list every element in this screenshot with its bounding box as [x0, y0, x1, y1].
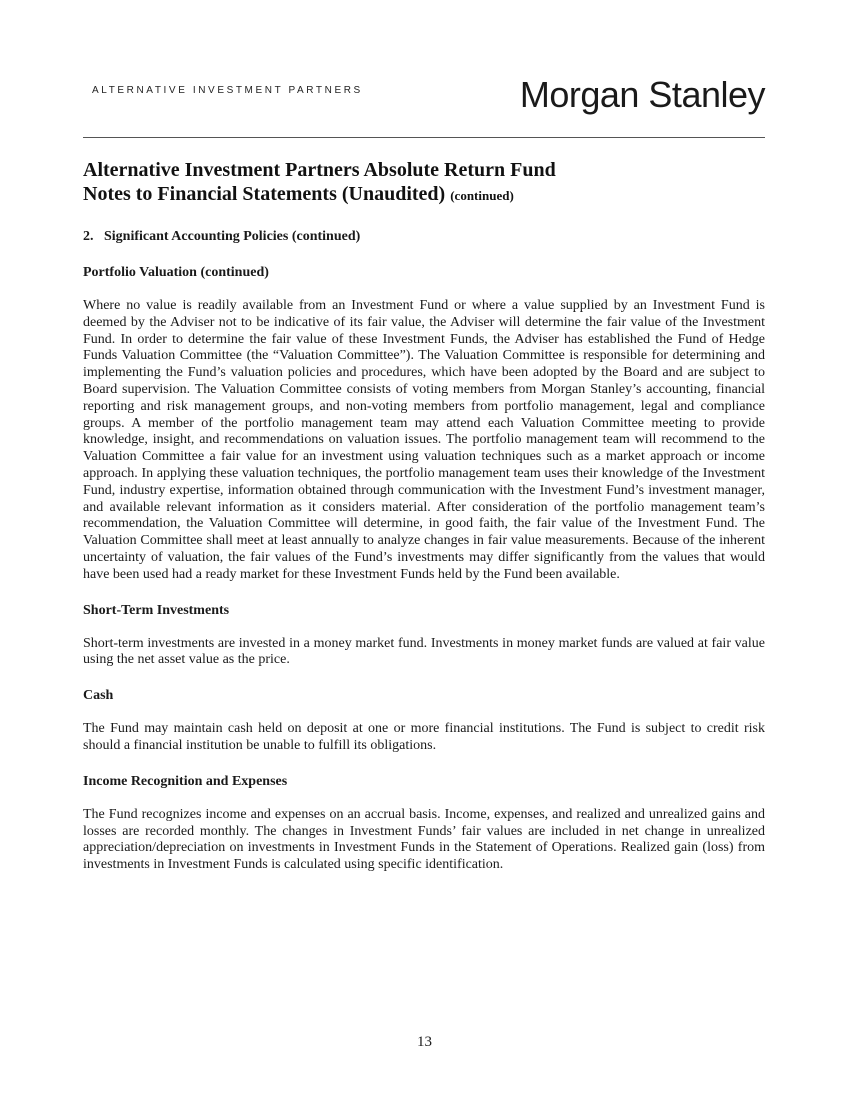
document-title: [83, 158, 765, 208]
subsection-heading-short-term-investments: Short-Term Investments: [83, 602, 230, 618]
title-suffix: (continued): [450, 188, 514, 203]
paragraph-cash: The Fund may maintain cash held on deposit at one or more financial institutions. The Fund is subject to credit risk should a financial institution be unable to fulfill its obligations.: [83, 721, 765, 753]
header-divider: [83, 137, 765, 138]
document-body: [83, 158, 765, 874]
section-heading: 2. Significant Accounting Policies (continued): [83, 229, 361, 244]
subsection-heading-income-recognition: Income Recognition and Expenses: [83, 773, 288, 789]
subsection-heading-cash: Cash: [83, 688, 114, 704]
paragraph-income-recognition: The Fund recognizes income and expenses on an accrual basis. Income, expenses, and realized and unrealized gains and losses are recorded monthly. The changes in Investment Funds’ fair values are included in net change in unrealized appreciation/depreciation on investments in Investment Funds in the Statement of Operations. Realized gain (loss) from investments in Investment Funds is calculated using specific identification.: [83, 806, 765, 873]
page-header: [83, 70, 765, 130]
paragraph-portfolio-valuation: Where no value is readily available from an Investment Fund or where a value supplied by an Investment Fund is deemed by the Adviser not to be indicative of its fair value, the Adviser will determine the fair value of the Investment Fund. In order to determine the fair value of these Investment Funds, the Adviser has established the Fund of Hedge Funds Valuation Committee (the “Valuation Committee”). The Valuation Committee is responsible for determining and implementing the Fund’s valuation policies and procedures, which have been adopted by the Board and are subject to Board supervision. The Valuation Committee consists of voting members from Morgan Stanley’s accounting, financial reporting and risk management groups, and non-voting members from portfolio management, legal and compliance groups. A member of the portfolio management team may attend each Valuation Committee meeting to provide knowledge, insight, and recommendations on valuation issues. The portfolio management team will recommend to the Valuation Committee a fair value for an investment using valuation techniques such as a market approach or income approach. In applying these valuation techniques, the portfolio management team uses their knowledge of the Investment Fund, industry expertise, information obtained through communication with the Investment Fund’s investment manager, and available relevant information as it considers material. After consideration of the portfolio management team’s recommendation, the Valuation Committee will determine, in good faith, the fair value of the Investment Fund. The Valuation Committee shall meet at least annually to analyze changes in fair value measurements. Because of the inherent uncertainty of valuation, the fair values of the Fund’s investments may differ significantly from the values that would have been used had a ready market for these Investment Funds held by the Fund been available.: [83, 298, 765, 582]
subsection-heading-portfolio-valuation: Portfolio Valuation (continued): [83, 265, 269, 280]
title-line-2: Notes to Financial Statements (Unaudited): [83, 183, 446, 205]
header-division-label: ALTERNATIVE INVESTMENT PARTNERS: [92, 85, 363, 96]
title-line-1: Alternative Investment Partners Absolute Return Fund: [83, 159, 556, 181]
brand-logo: Morgan Stanley: [519, 74, 765, 115]
paragraph-short-term-investments: Short-term investments are invested in a money market fund. Investments in money market funds are valued at fair value using the net asset value as the price.: [83, 635, 765, 668]
page-number: 13: [417, 1034, 432, 1050]
